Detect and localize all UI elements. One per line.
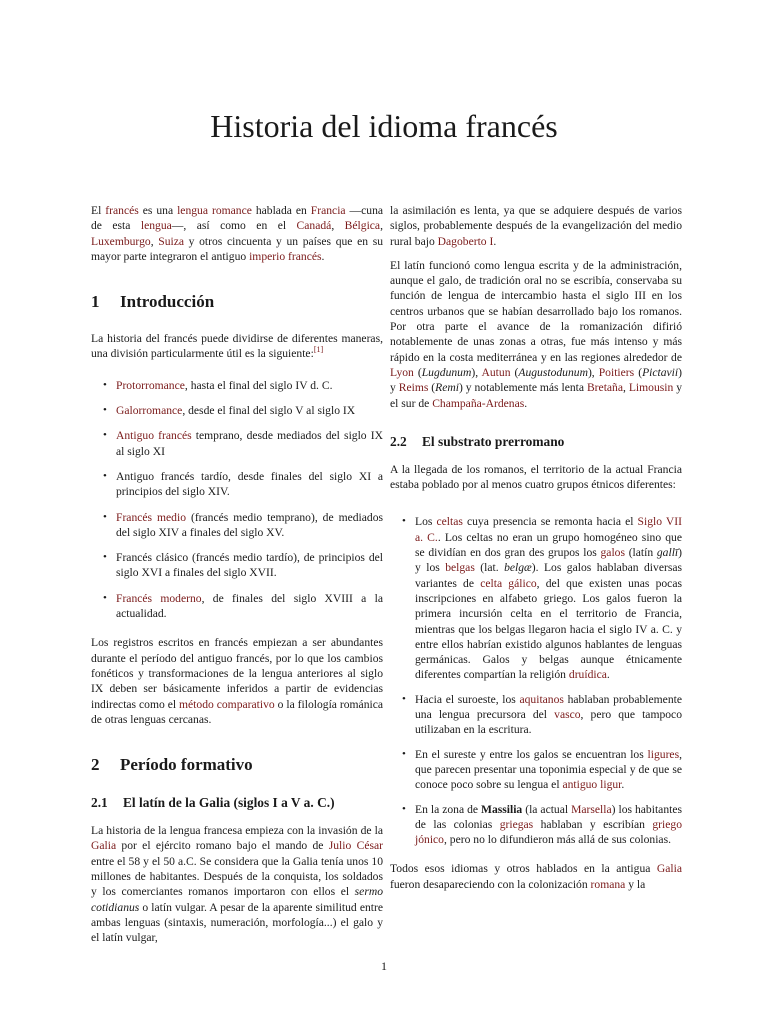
records-paragraph: Los registros escritos en francés empiezan a ser abundantes durante el período del antiguo francés, por lo que los cambios fonéticos y transformaciones de la lengua anteriores al siglo IX deben ser básicamente inferidos a partir de evidencias indirectas como el método comparativo o la filología románica de otras lenguas cercanas. (91, 636, 384, 726)
link-reims[interactable]: Reims (398, 381, 429, 395)
list-item: • Hacia el suroeste, los aquitanos hablaban probablemente una lengua precursora del vasco, pero que tampoco utilizaban en la escritura. (415, 692, 682, 738)
section-heading-periodo-formativo: 2 Período formativo (91, 755, 253, 775)
assimilation-paragraph: la asimilación es lenta, ya que se adquiere después de varios siglos, probablemente después de la evangelización del medio rural bajo Dagoberto I. (390, 204, 682, 248)
link-antiguo-ligur[interactable]: antiguo ligur (562, 778, 622, 792)
link-galorromance[interactable]: Galorromance (116, 404, 183, 418)
link-ligures[interactable]: ligures (647, 747, 680, 761)
link-frances[interactable]: francés (105, 204, 139, 217)
link-frances-moderno[interactable]: Francés moderno (116, 591, 202, 605)
link-siglo-vii[interactable]: Siglo VII a. C. (415, 515, 682, 544)
groups-list (390, 514, 682, 847)
link-francia[interactable]: Francia (310, 204, 346, 217)
link-celtas[interactable]: celtas (436, 515, 463, 529)
link-champana-ardenas[interactable]: Champaña-Ardenas (432, 396, 525, 410)
link-lyon[interactable]: Lyon (390, 365, 414, 379)
galia-paragraph: La historia de la lengua francesa empieza con la invasión de la Galia por el ejército romano bajo el mando de Julio César entre el 58 y el 50 a.C. Se considera que la Galia tenía unos 10 millones de habitantes. Después de la conquista, los soldados y los comerciantes romanos importaron con ellos el sermo cotidianus o latín vulgar. A pesar de la aparente similitud entre ambas lenguas (sintaxis, numeración, morfología...) el galo y el latín vulgar, (91, 824, 383, 945)
page-title: Historia del idioma francés (210, 108, 558, 144)
list-item: • Francés moderno, de finales del siglo XVIII a la actualidad. (116, 591, 383, 622)
list-item: • Protorromance, hasta el final del siglo IV d. C. (116, 378, 383, 393)
list-item: • En la zona de Massilia (la actual Marsella) los habitantes de las colonias griegas hablaban y escribían griego jónico, pero no lo difundieron más allá de sus colonias. (415, 802, 682, 848)
subsection-heading-substrato: 2.2 El substrato prerromano (390, 433, 565, 449)
link-suiza[interactable]: Suiza (158, 234, 185, 248)
link-druidica[interactable]: druídica (568, 668, 607, 682)
link-luxemburgo[interactable]: Luxemburgo (91, 234, 151, 248)
link-protorromance[interactable]: Protorromance (116, 378, 185, 392)
intro-paragraph: El francés es una lengua romance hablada en Francia —cuna de esta lengua—, así como en el Canadá, Bélgica, Luxemburgo, Suiza y otros cincuenta y un países que en su mayor parte integraron el antiguo imperio francés. (91, 204, 384, 263)
section-heading-introduccion: 1 Introducción (91, 292, 215, 312)
link-galia-2[interactable]: Galia (656, 862, 682, 876)
subsection-heading-latin-galia: 2.1 El latín de la Galia (siglos I a V a. C.) (91, 795, 335, 811)
substrato-intro: A la llegada de los romanos, el territorio de la actual Francia estaba poblado por al menos cuatro grupos étnicos diferentes: (390, 462, 682, 492)
link-dagoberto[interactable]: Dagoberto I (437, 234, 494, 248)
list-item: • Galorromance, desde el final del siglo V al siglo IX (116, 403, 383, 418)
link-belgas[interactable]: belgas (445, 561, 475, 575)
link-galos[interactable]: galos (600, 546, 625, 560)
latin-paragraph: El latín funcionó como lengua escrita y de la administración, aunque el galo, de tradición oral no se escribía, conservaba su función de lengua de intercambio hasta el siglo III en los centros urbanos que se habían desarrollado bajo los romanos. Por otra parte el avance de la romanización difirió notablemente de unas zonas a otras, fue más intenso y más rápido en la costa mediterránea y en las regiones alrededor de Lyon (Lugdunum), Autun (Augustodunum), Poitiers (Pictavii) y Reims (Remi) y notablemente más lenta Bretaña, Limousin y el sur de Champaña-Ardenas. (390, 258, 683, 410)
link-poitiers[interactable]: Poitiers (598, 365, 635, 379)
link-frances-medio[interactable]: Francés medio (116, 510, 186, 524)
link-julio-cesar[interactable]: Julio César (328, 839, 383, 853)
page-number: 1 (381, 959, 387, 973)
left-column (91, 203, 383, 955)
link-lengua[interactable]: lengua (140, 219, 172, 233)
list-item: • En el sureste y entre los galos se encuentran los ligures, que parecen presentar una toponimia especial y de que se conoce poco sobre su lengua el antiguo ligur. (415, 747, 682, 793)
link-antiguo-frances[interactable]: Antiguo francés (116, 429, 192, 443)
link-lengua-romance[interactable]: lengua romance (177, 204, 252, 217)
list-item: • Los celtas cuya presencia se remonta hacia el Siglo VII a. C.. Los celtas no eran un grupo homogéneo sino que se dividían en dos gran des grupos los galos (latín gallī) y los belgas (lat. belgæ). Los galos hablaban diversas variantes de celta gálico, del que existen unas pocas inscripciones en alfabeto griego. Los galos fueron la primera incursión celta en el territorio de Francia, mientras que los belgas llegaron hacia el siglo IV a. C. y entre ellos habrían existido algunos hablantes de lenguas germánicas. Galos y belgas aunque étnicamente diferentes compartían la religión druídica. (415, 514, 682, 682)
link-belgica[interactable]: Bélgica (344, 219, 381, 233)
link-bretana[interactable]: Bretaña (586, 381, 624, 395)
link-autun[interactable]: Autun (481, 365, 511, 379)
list-item: • Francés clásico (francés medio tardío), de principios del siglo XVI a finales del siglo XVII. (116, 550, 383, 581)
link-vasco[interactable]: vasco (554, 708, 581, 722)
link-romana[interactable]: romana (590, 877, 626, 891)
link-galia[interactable]: Galia (91, 839, 117, 853)
link-marsella[interactable]: Marsella (571, 802, 612, 816)
link-limousin[interactable]: Limousin (628, 381, 674, 395)
link-aquitanos[interactable]: aquitanos (519, 692, 564, 706)
list-item: • Antiguo francés tardío, desde finales del siglo XI a principios del siglo XIV. (116, 469, 383, 500)
list-item: • Antiguo francés temprano, desde mediados del siglo IX al siglo XI (116, 428, 383, 459)
reference-link[interactable]: [1] (313, 345, 324, 355)
intro-section-paragraph: La historia del francés puede dividirse de diferentes maneras, una división particularmente útil es la siguiente:[1] (91, 332, 383, 361)
link-celta-galico[interactable]: celta gálico (480, 576, 537, 590)
link-griego-jonico[interactable]: griego jónico (415, 817, 682, 847)
right-column (390, 203, 682, 901)
list-item: • Francés medio (francés medio temprano), de mediados del siglo XIV a finales del siglo XV. (116, 510, 383, 541)
closing-paragraph: Todos esos idiomas y otros hablados en la antigua Galia fueron desapareciendo con la colonización romana y la (390, 862, 682, 891)
link-canada[interactable]: Canadá (296, 219, 332, 233)
link-griegas[interactable]: griegas (499, 817, 534, 831)
periods-list (91, 378, 383, 622)
link-metodo-comparativo[interactable]: método comparativo (179, 697, 275, 711)
link-imperio-frances[interactable]: imperio francés (249, 249, 322, 263)
